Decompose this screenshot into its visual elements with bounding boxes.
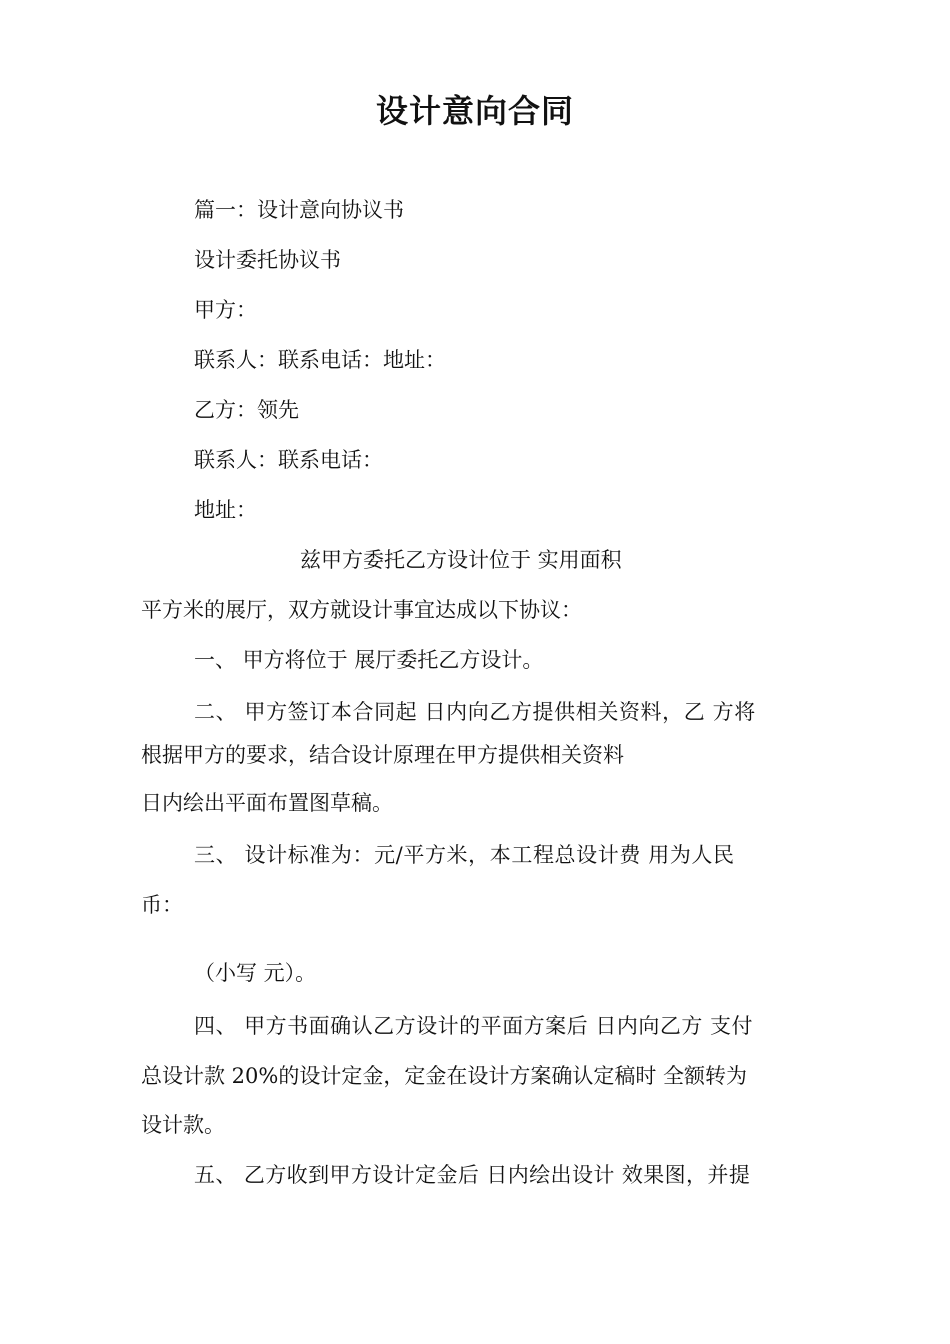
clause-2-cont-1: 根据甲方的要求，结合设计原理在甲方提供相关资料 bbox=[141, 743, 624, 767]
party-b-contact-line: 联系人：联系电话： bbox=[194, 448, 383, 472]
clause-4-cont-2: 设计款。 bbox=[141, 1113, 225, 1137]
party-a-contact-line: 联系人：联系电话：地址： bbox=[194, 348, 446, 372]
clause-1: 一、 甲方将位于 展厅委托乙方设计。 bbox=[194, 648, 544, 672]
document-title: 设计意向合同 bbox=[375, 92, 574, 130]
intro-line: 兹甲方委托乙方设计位于 实用面积 bbox=[300, 548, 622, 572]
party-b-line: 乙方：领先 bbox=[194, 398, 299, 422]
clause-4: 四、 甲方书面确认乙方设计的平面方案后 日内向乙方 支付 bbox=[194, 1014, 754, 1038]
clause-2-cont-2: 日内绘出平面布置图草稿。 bbox=[141, 791, 393, 815]
party-a-line: 甲方： bbox=[194, 298, 257, 322]
subtitle-line: 篇一：设计意向协议书 bbox=[194, 198, 404, 222]
clause-3-amount: （小写 元）。 bbox=[194, 961, 317, 985]
intro-line-cont: 平方米的展厅，双方就设计事宜达成以下协议： bbox=[141, 598, 582, 622]
party-b-address-line: 地址： bbox=[194, 498, 257, 522]
heading-line: 设计委托协议书 bbox=[194, 248, 341, 272]
clause-2: 二、 甲方签订本合同起 日内向乙方提供相关资料，乙 方将 bbox=[194, 700, 756, 724]
clause-5: 五、 乙方收到甲方设计定金后 日内绘出设计 效果图，并提 bbox=[194, 1163, 751, 1187]
clause-3-cont: 币： bbox=[141, 893, 183, 917]
clause-3: 三、 设计标准为：元/平方米，本工程总设计费 用为人民 bbox=[194, 843, 735, 867]
clause-4-cont-1: 总设计款 20%的设计定金，定金在设计方案确认定稿时 全额转为 bbox=[141, 1064, 748, 1088]
